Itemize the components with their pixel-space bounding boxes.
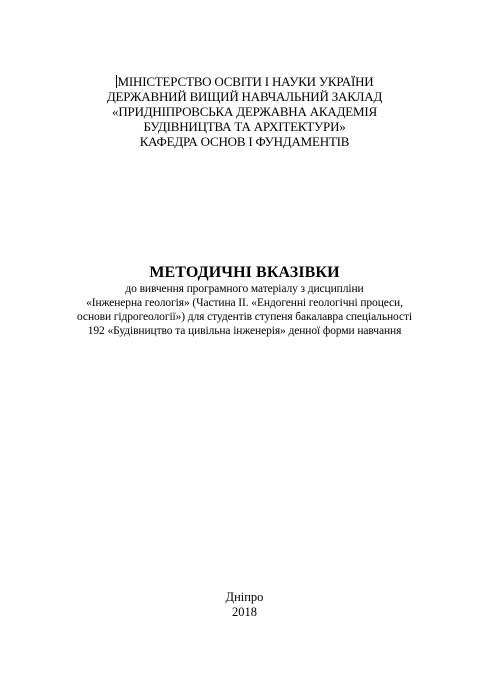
description-line-3: основи гідрогеології») для студентів ступеня бакалавра спеціальності: [77, 311, 412, 323]
department-line: КАФЕДРА ОСНОВ І ФУНДАМЕНТІВ: [139, 134, 350, 149]
publication-city: Дніпро: [225, 590, 264, 604]
publication-info: [0, 590, 489, 620]
description-line-1: до вивчення програмного матеріалу з дисципліни: [125, 283, 364, 295]
text-cursor: [116, 75, 117, 88]
academy-name-line-2: БУДІВНИЦТВА ТА АРХІТЕКТУРИ»: [143, 119, 346, 134]
publication-year: 2018: [232, 605, 257, 619]
ministry-line: [0, 74, 489, 89]
institution-header: [0, 74, 489, 149]
description-line-2: «Інженерна геологія» (Частина ІІ. «Ендогенні геологічні процеси,: [86, 297, 403, 309]
academy-name-line: «ПРИДНІПРОВСЬКА ДЕРЖАВНА АКАДЕМІЯ: [112, 104, 377, 119]
document-title: МЕТОДИЧНІ ВКАЗІВКИ: [149, 264, 340, 281]
document-description: [0, 282, 489, 338]
ministry-text: МІНІСТЕРСТВО ОСВІТИ І НАУКИ УКРАЇНИ: [117, 74, 374, 89]
institution-type-line: ДЕРЖАВНИЙ ВИЩИЙ НАВЧАЛЬНИЙ ЗАКЛАД: [106, 89, 383, 104]
description-line-4: 192 «Будівництво та цивільна інженерія» денної форми навчання: [87, 325, 402, 337]
